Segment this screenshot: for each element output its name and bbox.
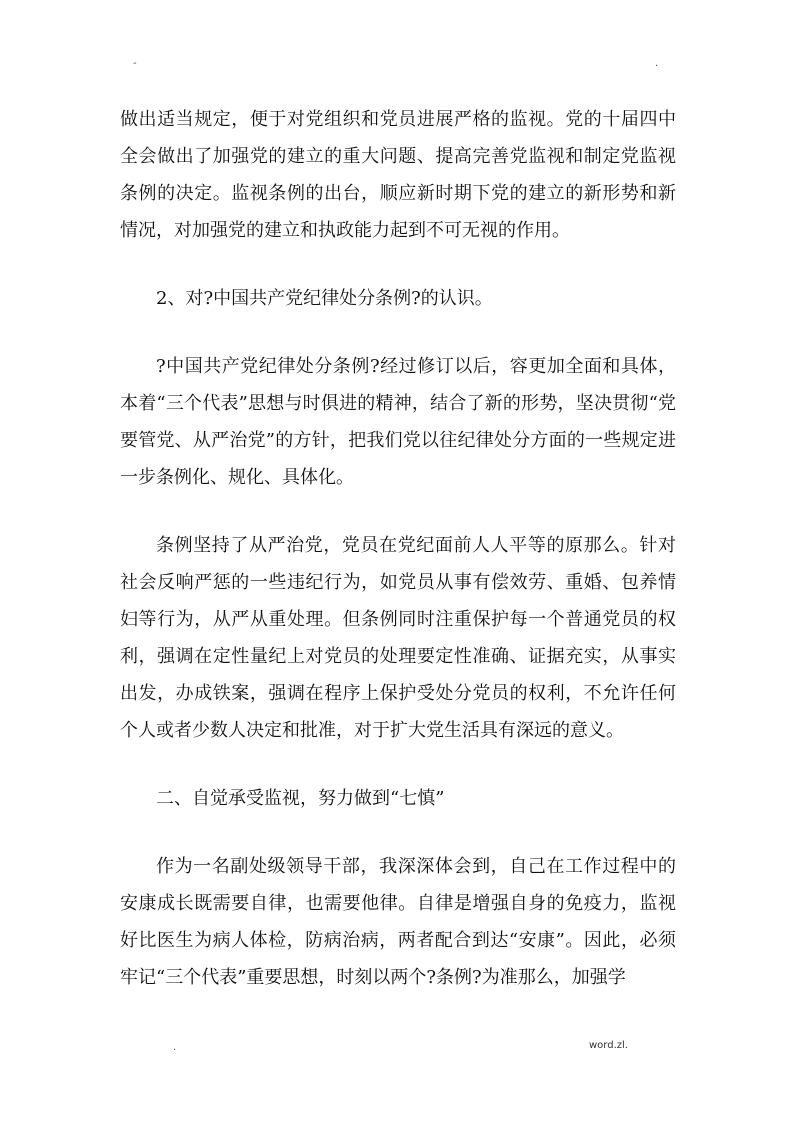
section-heading: 二、自觉承受监视，努力做到“七慎” — [156, 788, 445, 809]
body-text — [120, 101, 676, 996]
header-left-mark: - — [133, 58, 137, 69]
paragraph-2-heading: 2、对?中国共产党纪律处分条例?的认识。 — [156, 288, 493, 309]
paragraph-6: 作为一名副处级领导干部，我深深体会到，自己在工作过程中的安康成长既需要自律，也需要他律。自律是增强自身的免疫力，监视好比医生为病人体检，防病治病，两者配合到达“安康”。因此，必须牢记“三个代表”重要思想，时刻以两个?条例?为准那么，加强学 — [120, 856, 676, 988]
paragraph-1: 做出适当规定，便于对党组织和党员进展严格的监视。党的十届四中全会做出了加强党的建立的重大问题、提高完善党监视和制定党监视条例的决定。监视条例的出台，顺应新时期下党的建立的新形势和新情况，对加强党的建立和执政能力起到不可无视的作用。 — [120, 109, 676, 241]
footer-left-mark: . — [173, 1042, 177, 1053]
paragraph-4: 条例坚持了从严治党，党员在党纪面前人人平等的原那么。针对社会反响严惩的一些违纪行为，如党员从事有偿效劳、重婚、包养情妇等行为，从严从重处理。但条例同时注重保护每一个普通党员的权利，强调在定性量纪上对党员的处理要定性准确、证据充实，从事实出发，办成铁案，强调在程序上保护受处分党员的权利，不允许任何个人或者少数人决定和批准，对于扩大党生活具有深远的意义。 — [120, 535, 676, 741]
footer-label: word.zl. — [589, 1040, 628, 1051]
paragraph-3: ?中国共产党纪律处分条例?经过修订以后，容更加全面和具体，本着“三个代表”思想与时俱进的精神，结合了新的形势，坚决贯彻“党要管党、从严治党”的方针，把我们党以往纪律处分方面的一些规定进一步条例化、规化、具体化。 — [120, 356, 676, 488]
header-right-mark: . — [655, 58, 659, 69]
